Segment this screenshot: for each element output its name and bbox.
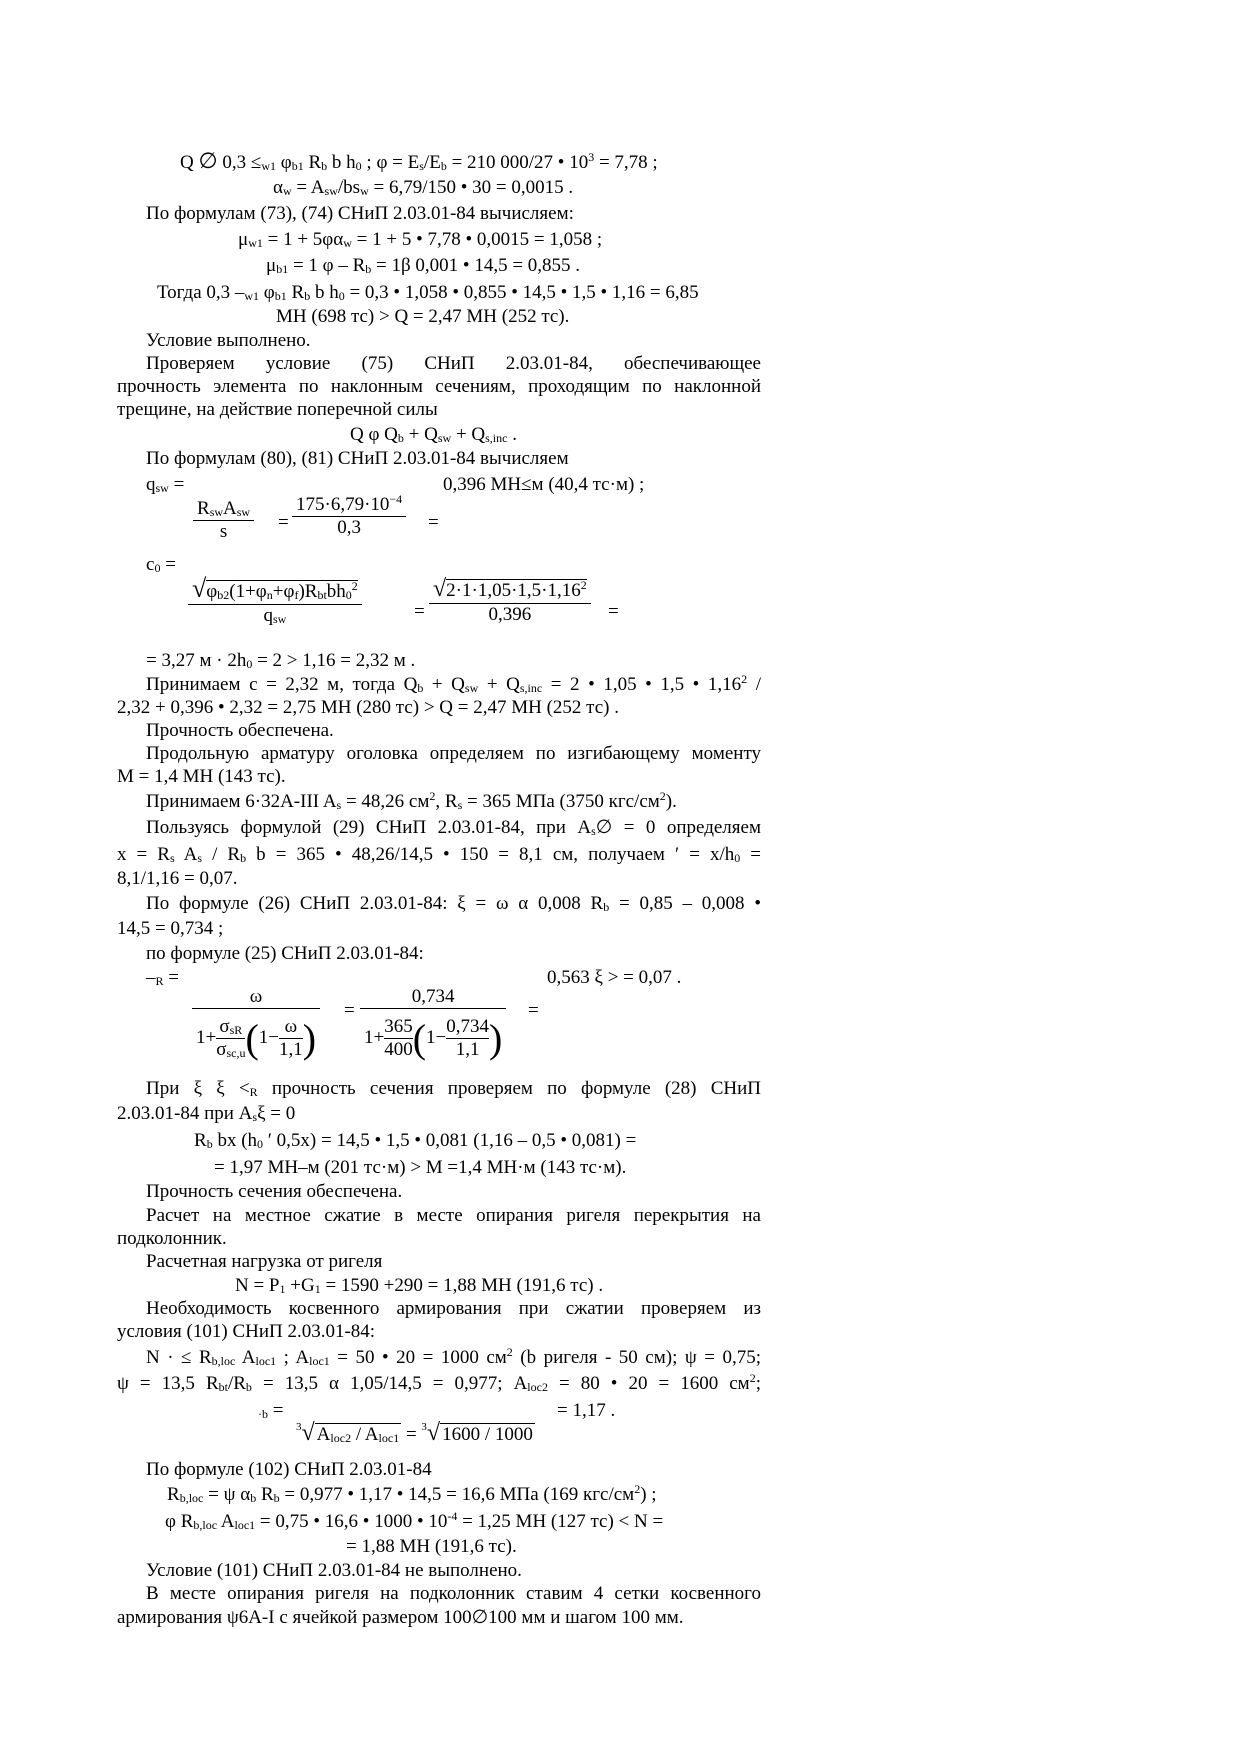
formula-c0-fraction: $√\varphi_{b2}(1+\varphi_n+\varphi_f)R_{bt}bh_0^2$ $q_{sw}$ (188, 574, 362, 627)
equals-sign: = (528, 1000, 539, 1021)
text-line: Условие (101) СНиП 2.03.01-84 не выполнено. (146, 1560, 522, 1581)
formula-c0-fraction-values: $√2\cdot 1\cdot 1,05\cdot 1,5\cdot 1,16^2$ 0,396 (429, 576, 591, 626)
equals-sign: = (414, 601, 425, 622)
text-line: $_{\cdot b}$ = (258, 1400, 284, 1421)
text-line: $N = P_1 +G_1 = 1590 +290 = 1,88$ МН (191,6 тс) . (235, 1275, 604, 1296)
text-line: Принимаем 6·32А-III $A_s = 48,26$ $см^2$, $R_s = 365$ МПа (3750 кгс/$см^2$). (146, 789, 677, 812)
equals-sign: = (344, 1000, 355, 1021)
text-line: $-_R$ = (146, 967, 179, 988)
text-line: прочность элемента по наклонным сечениям, проходящим по наклонной (117, 376, 761, 397)
text-line: Необходимость косвенного армирования при сжатии проверяем из (146, 1298, 761, 1319)
text-line: Принимаем с = 2,32 м, тогда $Q_b + Q_{sw} + Q_{s,inc} = 2$ • 1,05 • 1,5 • 1,16$^2$ / (146, 672, 762, 695)
text-line: $R_{b,loc} = \psi$ $\alpha_b$ $R_b = 0,977$ • 1,17 • 14,5 = 16,6 МПа (169 кгс/$см^2$) ; (167, 1482, 657, 1505)
text-line: Q φ $Q_b + Q_{sw} + Q_{s,inc}$ . (350, 424, 517, 445)
text-line: М = 1,4 МН (143 тс). (117, 766, 286, 787)
text-line: 14,5 = 0,734 ; (117, 918, 224, 939)
text-line: подколонник. (117, 1228, 227, 1249)
equals-sign: = (428, 512, 439, 533)
text-line: Пользуясь формулой (29) СНиП 2.03.01-84, при $A_s\emptyset = 0$ определяем (146, 817, 761, 838)
formula-xiR-fraction: ω 1+ $\sigma_{sR}$ $\sigma_{sc,u}$ (1− $\frac{\omega}{1,1}$ ) (192, 986, 320, 1062)
text-line: Прочность обеспечена. (146, 720, 334, 741)
text-line: $q_{sw}$ = (146, 474, 185, 495)
text-line: МН (698 тс) > Q = 2,47 МН (252 тс). (276, 306, 570, 327)
text-line: Тогда 0,3 $-_{w1}$ $\varphi_{b1}$ $R_b$ b $h_0 = 0,3$ • 1,058 • 0,855 • 14,5 • 1,5 • 1,16 = 6,85 (157, 282, 699, 303)
text-line: По формуле (102) СНиП 2.03.01-84 (146, 1459, 432, 1480)
text-line: $\alpha_w = A_{sw}/bs_w = 6,79/150$ • 30 = 0,0015 . (273, 177, 574, 198)
text-line: 8,1/1,16 = 0,07. (117, 868, 238, 889)
text-line: Прочность сечения обеспечена. (146, 1181, 403, 1202)
text-line: Продольную арматуру оголовка определяем по изгибающему моменту (146, 743, 761, 764)
text-line: = 1,97 МН–м (201 тс·м) > М =1,4 МН·м (143 тс·м). (214, 1157, 627, 1178)
text-line: = 3,27 $м \cdot 2h_0 = 2 > 1,16 = 2,32$ м . (146, 650, 416, 671)
text-line: $\mu_{w1} = 1 + 5\varphi\alpha_w = 1 + 5$ • 7,78 • 0,0015 = 1,058 ; (238, 229, 603, 250)
text-line: φ $R_{b,loc}$ $A_{loc1} = 0,75$ • 16,6 • 1000 • $10^{-4} = 1,25$ МН (127 тс) < N = (165, 1509, 664, 1532)
equals-sign: = (608, 601, 619, 622)
text-line: армирования ψ6А-I с ячейкой размером 100∅100 мм и шагом 100 мм. (117, 1607, 684, 1628)
text-line: по формуле (25) СНиП 2.03.01-84: (146, 943, 424, 964)
text-line: $x = R_s$ $A_s / R_b$ b = 365 • 48,26/14,5 • 150 = 8,1 см, получаем ′ = $x/h_0$ = (117, 844, 761, 865)
text-line: По формуле (26) СНиП 2.03.01-84: ξ = ω α 0,008 $R_b = 0,85 - 0,008$ • (146, 893, 761, 914)
text-line: По формулам (80), (81) СНиП 2.03.01-84 вычисляем (146, 448, 569, 469)
text-line: условия (101) СНиП 2.03.01-84: (117, 1321, 376, 1342)
text-line: 2.03.01-84 при $A_s\xi = 0$ (117, 1103, 296, 1124)
text-line: Q ∅ $0,3 \le_{w1}$ $\varphi_{b1}$ $R_b$ b $h_0$ ; $\varphi = E_s/E_b = 210$ 000/27 • $10^3 = 7,78$ ; (180, 148, 658, 173)
text-line: трещине, на действие поперечной силы (117, 399, 438, 420)
text-line: Расчет на местное сжатие в месте опирания ригеля перекрытия на (146, 1205, 761, 1226)
formula-xiR-fraction-values: 0,734 1+ $\frac{365}{400}$ (1− $\frac{0,734}{1,1}$ ) (360, 986, 506, 1062)
text-line: $R_b$ bx ($h_0$ ′ 0,5x) = 14,5 • 1,5 • 0,081 (1,16 – 0,5 • 0,081) = (194, 1130, 637, 1151)
text-line: $\mu_{b1} = 1$ $\varphi - R_b = 1\beta$ 0,001 • 14,5 = 0,855 . (266, 255, 581, 276)
text-line: По формулам (73), (74) СНиП 2.03.01-84 вычисляем: (146, 203, 574, 224)
text-line: $c_0$ = (146, 554, 176, 575)
equals-sign: = (278, 512, 289, 533)
text-line: = 1,17 . (557, 1400, 616, 1421)
text-line: Условие выполнено. (146, 330, 311, 351)
text-line: 2,32 + 0,396 • 2,32 = 2,75 МН (280 тс) > Q = 2,47 МН (252 тс) . (117, 697, 619, 718)
text-line: = 1,88 МН (191,6 тс). (346, 1536, 517, 1557)
text-line: 0,563 ξ > = 0,07 . (547, 967, 682, 988)
text-line: При ξ $\xi <_R$ прочность сечения проверяем по формуле (28) СНиП (146, 1078, 761, 1099)
text-line: Расчетная нагрузка от ригеля (146, 1251, 383, 1272)
text-line: 0,396 МН≤м (40,4 тс·м) ; (443, 474, 645, 495)
text-line: ψ = 13,5 $R_{bt}/R_b = 13,5$ α 1,05/14,5 = 0,977; $A_{loc2} = 80$ • 20 = 1600 $см^2$; (117, 1371, 761, 1394)
text-line: N · ≤ $R_{b,loc}$ $A_{loc1}$ ; $A_{loc1} = 50$ • 20 = 1000 $см^2$ (b ригеля - 50 см); ψ = 0,75; (146, 1345, 761, 1368)
text-line: Проверяем условие (75) СНиП 2.03.01-84, обеспечивающее (146, 353, 761, 374)
formula-phib-radical: $^3$√ $A_{loc2} / A_{loc1} = ^3√$ 1600 / 1000 (296, 1420, 533, 1446)
text-line: В месте опирания ригеля на подколонник ставим 4 сетки косвенного (146, 1583, 761, 1604)
formula-qsw-fraction: $R_{sw}A_{sw}$ s (193, 498, 254, 543)
formula-qsw-fraction-values: $175\cdot 6,79\cdot 10^{-4}$ 0,3 (292, 494, 406, 539)
